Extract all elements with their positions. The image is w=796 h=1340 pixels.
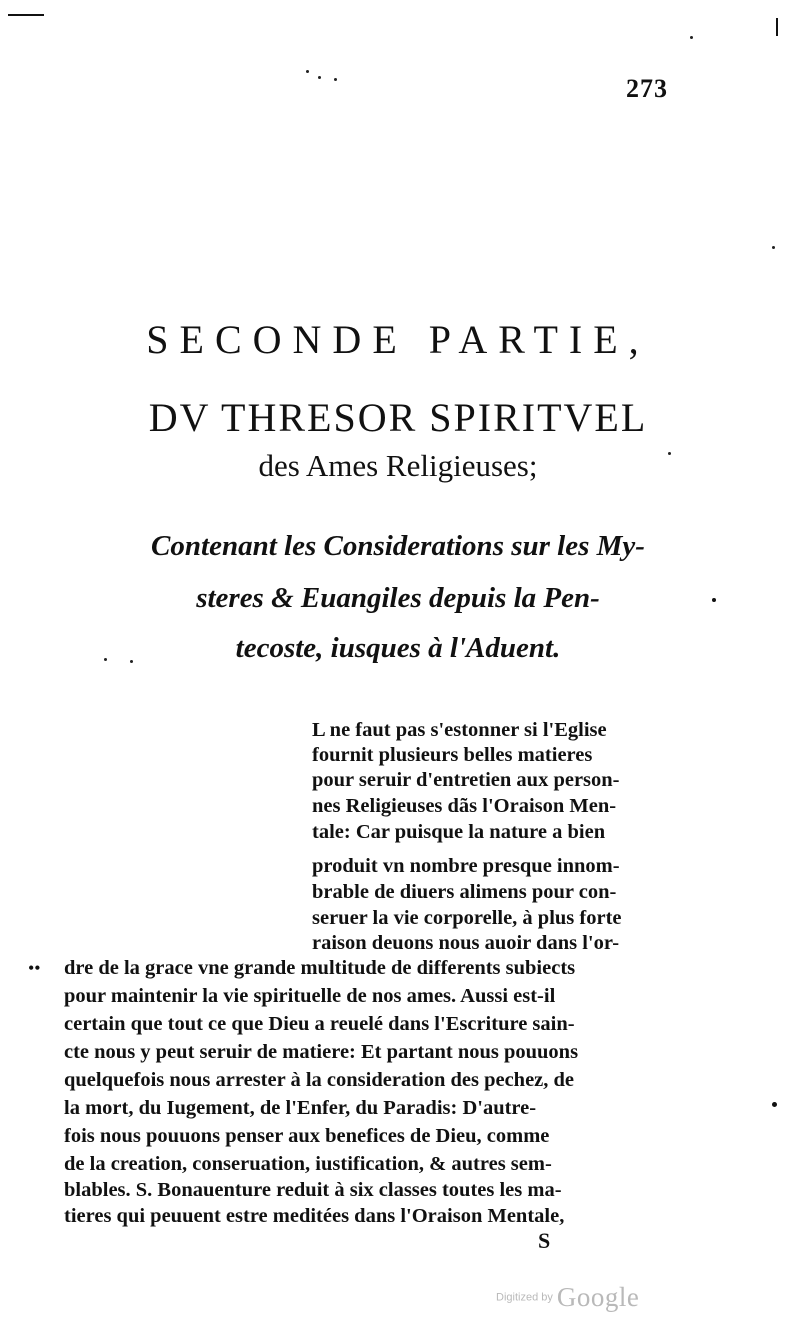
subtitle-line-3: tecoste, iusques à l'Aduent. bbox=[235, 632, 561, 664]
part-title: SECONDE PARTIE, bbox=[146, 317, 650, 362]
scan-edge-mark bbox=[8, 14, 44, 16]
margin-dot bbox=[712, 598, 716, 602]
body-line: pour seruir d'entretien aux person- bbox=[312, 769, 620, 791]
ink-speck bbox=[318, 76, 321, 79]
page-number: 273 bbox=[626, 74, 668, 103]
book-title: DV THRESOR SPIRITVEL bbox=[148, 395, 648, 440]
ink-speck bbox=[334, 78, 337, 81]
google-logo: Google bbox=[556, 1282, 640, 1312]
margin-bullet: •• bbox=[28, 958, 41, 978]
scan-edge-tick bbox=[776, 18, 778, 36]
body-line: nes Religieuses dãs l'Oraison Men- bbox=[312, 795, 617, 817]
body-line: de la creation, conseruation, iustification, & autres sem- bbox=[64, 1153, 552, 1175]
body-line: fois nous pouuons penser aux benefices de Dieu, comme bbox=[64, 1125, 550, 1147]
ink-speck bbox=[690, 36, 693, 39]
body-line: la mort, du Iugement, de l'Enfer, du Paradis: D'autre- bbox=[64, 1097, 537, 1119]
ink-speck bbox=[772, 246, 775, 249]
catchword: S bbox=[538, 1228, 551, 1253]
drop-cap-space bbox=[64, 716, 304, 946]
ink-speck bbox=[306, 70, 309, 73]
body-line: L ne faut pas s'estonner si l'Eglise bbox=[312, 719, 607, 741]
body-line: blables. S. Bonauenture reduit à six classes toutes les ma- bbox=[64, 1179, 562, 1201]
subtitle-line-1: Contenant les Considerations sur les My- bbox=[151, 530, 645, 562]
body-line: brable de diuers alimens pour con- bbox=[312, 881, 617, 903]
subtitle-line-2: steres & Euangiles depuis la Pen- bbox=[196, 582, 600, 614]
body-line: quelquefois nous arrester à la consideration des pechez, de bbox=[64, 1069, 575, 1091]
body-line: cte nous y peut seruir de matiere: Et partant nous pouuons bbox=[64, 1041, 579, 1063]
watermark-small-text: Digitized by bbox=[496, 1291, 553, 1304]
body-line: tieres qui peuuent estre meditées dans l'Oraison Mentale, bbox=[64, 1205, 565, 1227]
body-line: fournit plusieurs belles matieres bbox=[312, 744, 593, 766]
digitized-watermark bbox=[496, 1282, 639, 1313]
body-line: certain que tout ce que Dieu a reuelé dans l'Escriture sain- bbox=[64, 1013, 575, 1035]
body-line: raison deuons nous auoir dans l'or- bbox=[312, 932, 620, 954]
body-line: produit vn nombre presque innom- bbox=[312, 855, 620, 877]
body-line: tale: Car puisque la nature a bien bbox=[312, 821, 606, 843]
book-title-continued: des Ames Religieuses; bbox=[258, 448, 538, 483]
body-line: dre de la grace vne grande multitude de differents subiects bbox=[64, 957, 576, 979]
margin-dot bbox=[772, 1102, 777, 1107]
body-line: seruer la vie corporelle, à plus forte bbox=[312, 907, 622, 929]
body-line: pour maintenir la vie spirituelle de nos ames. Aussi est-il bbox=[64, 985, 556, 1007]
